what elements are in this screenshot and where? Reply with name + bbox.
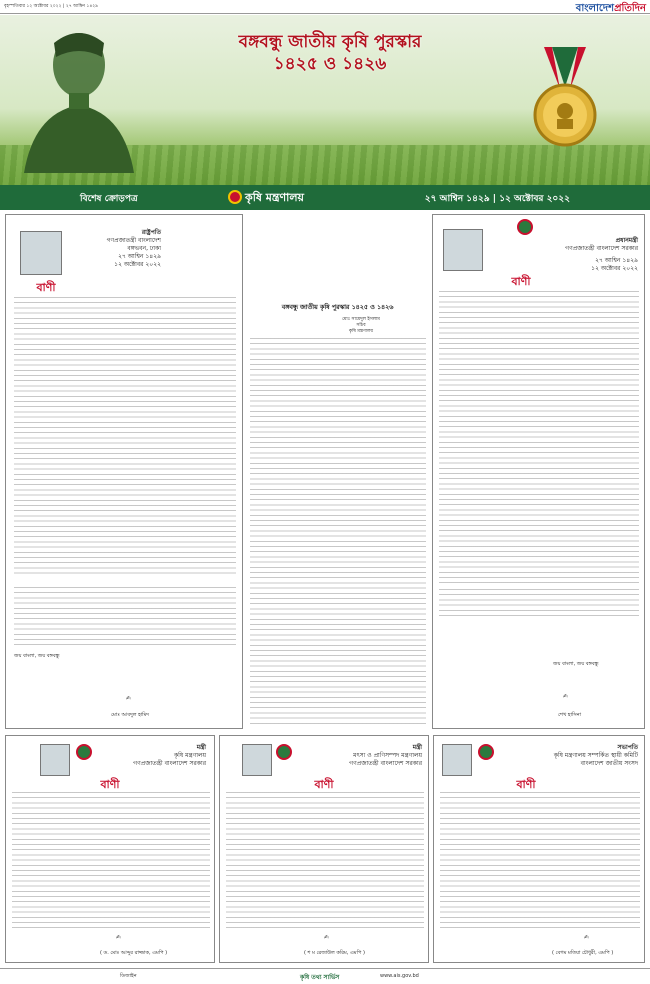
banner-title-line2: ১৪২৫ ও ১৪২৬ (273, 54, 387, 74)
fisheries-minister-signature: ✍ (324, 934, 330, 941)
president-signature: ✍ (126, 695, 132, 702)
dateline: বৃহস্পতিবার ১২ অক্টোবর ২০২২ | ২৭ আশ্বিন ১৪২৯ (4, 4, 99, 9)
committee-chair-signature: ✍ (584, 934, 590, 941)
president-role: রাষ্ট্রপতি (141, 229, 161, 236)
committee-chair-role: সভাপতি (617, 744, 638, 751)
ministry-name: কৃষি মন্ত্রণালয় (245, 191, 305, 204)
pm-signature-name: শেখ হাসিনা (558, 712, 582, 718)
supplement-date: ২৭ আশ্বিন ১৪২৯ | ১২ অক্টোবর ২০২২ (424, 194, 570, 204)
banner-title (180, 31, 480, 75)
committee-chair-signature-name: ( বেগম মতিয়া চৌধুরী, এমপি ) (552, 950, 614, 956)
fisheries-minister-message (219, 735, 429, 963)
committee-chair-message (433, 735, 645, 963)
president-org: গণপ্রজাতন্ত্রী বাংলাদেশ (106, 237, 161, 244)
footer (0, 968, 650, 984)
agriculture-minister-photo (40, 744, 70, 776)
fisheries-minister-gov: গণপ্রজাতন্ত্রী বাংলাদেশ সরকার (349, 760, 422, 767)
pm-bani: বাণী (511, 275, 531, 288)
agriculture-minister-message (5, 735, 215, 963)
president-place: বঙ্গভবন, ঢাকা (127, 245, 161, 252)
pm-header (493, 237, 638, 273)
president-bani: বাণী (36, 281, 56, 294)
agriculture-minister-signature-name: ( ড. মোঃ আব্দুর রাজ্জাক, এমপি ) (100, 950, 168, 956)
pm-date2: ১২ অক্টোবর ২০২২ (591, 265, 638, 272)
pm-body-text (439, 291, 639, 583)
agriculture-minister-gov: গণপ্রজাতন্ত্রী বাংলাদেশ সরকার (133, 760, 206, 767)
banner-title-line1: বঙ্গবন্ধু জাতীয় কৃষি পুরস্কার (238, 32, 422, 52)
president-closing: জয় বাংলা, জয় বঙ্গবন্ধু (14, 653, 60, 659)
pm-closing: জয় বাংলা, জয় বঙ্গবন্ধু (553, 661, 599, 667)
pm-date1: ২৭ আশ্বিন ১৪২৯ (595, 257, 638, 264)
fisheries-minister-photo (242, 744, 272, 776)
president-signature-name: মোঃ আবদুল হামিদ (111, 712, 149, 718)
logo-part1: বাংলাদেশ (575, 3, 615, 14)
committee-chair-header (498, 744, 638, 768)
logo-part2: প্রতিদিন (614, 3, 646, 14)
article-author-org: কৃষি মন্ত্রণালয় (348, 329, 373, 334)
agriculture-minister-role: মন্ত্রী (196, 744, 206, 751)
center-article (246, 214, 429, 729)
article-author-block (306, 317, 416, 335)
president-date1: ২৭ আশ্বিন ১৪২৯ (118, 253, 161, 260)
portrait-illustration (14, 23, 144, 173)
footer-publisher[interactable]: কৃষি তথ্য সার্ভিস (300, 974, 340, 981)
agriculture-minister-signature: ✍ (116, 934, 122, 941)
committee-chair-photo (442, 744, 472, 776)
agriculture-minister-org: কৃষি মন্ত্রণালয় (173, 752, 206, 759)
committee-chair-bani: বাণী (516, 778, 536, 791)
pm-role: প্রধানমন্ত্রী (615, 237, 638, 244)
medal-icon (530, 47, 600, 157)
president-header (66, 229, 161, 269)
fisheries-minister-signature-name: ( শ ম রেজাউল করিম, এমপি ) (304, 950, 365, 956)
agriculture-minister-header (76, 744, 206, 768)
president-message (5, 214, 243, 729)
supplement-strip (0, 185, 650, 210)
fisheries-minister-org: মৎস্য ও প্রাণিসম্পদ মন্ত্রণালয় (353, 752, 422, 759)
fisheries-minister-bani: বাণী (314, 778, 334, 791)
pm-org: গণপ্রজাতন্ত্রী বাংলাদেশ সরকার (565, 245, 638, 252)
committee-chair-gov: বাংলাদেশ জাতীয় সংসদ (580, 760, 638, 767)
masthead (0, 0, 650, 14)
article-author: মোঃ সায়েদুল ইসলাম (342, 317, 380, 322)
pm-signature: ✍ (563, 693, 569, 700)
footer-website-link[interactable]: www.ais.gov.bd (380, 973, 419, 979)
president-date2: ১২ অক্টোবর ২০২২ (114, 261, 161, 268)
president-body-text (14, 297, 236, 577)
fisheries-minister-role: মন্ত্রী (412, 744, 422, 751)
article-author-role: সচিব (356, 323, 366, 328)
fisheries-minister-body-text (226, 792, 424, 930)
president-photo (20, 231, 62, 275)
committee-chair-org: কৃষি মন্ত্রণালয় সম্পর্কিত স্থায়ী কমিটি (553, 752, 638, 759)
pm-body-text-2 (439, 589, 639, 619)
agriculture-minister-body-text (12, 792, 210, 930)
article-title: বঙ্গবন্ধু জাতীয় কৃষি পুরস্কার ১৪২৫ ও ১৪২৬ (281, 304, 394, 311)
banner (0, 15, 650, 185)
committee-chair-seal-icon (478, 744, 494, 760)
fisheries-minister-header (290, 744, 422, 768)
agriculture-minister-bani: বাণী (100, 778, 120, 791)
president-body-text-2 (14, 587, 236, 645)
committee-chair-body-text (440, 792, 640, 930)
pm-photo (443, 229, 483, 271)
government-emblem-icon (228, 190, 242, 204)
footer-design-label: ডিজাইন (120, 973, 137, 979)
supplement-label: বিশেষ ক্রোড়পত্র (80, 194, 138, 204)
article-body-text (250, 338, 426, 726)
pm-seal-icon (517, 219, 533, 235)
pm-message (432, 214, 645, 729)
